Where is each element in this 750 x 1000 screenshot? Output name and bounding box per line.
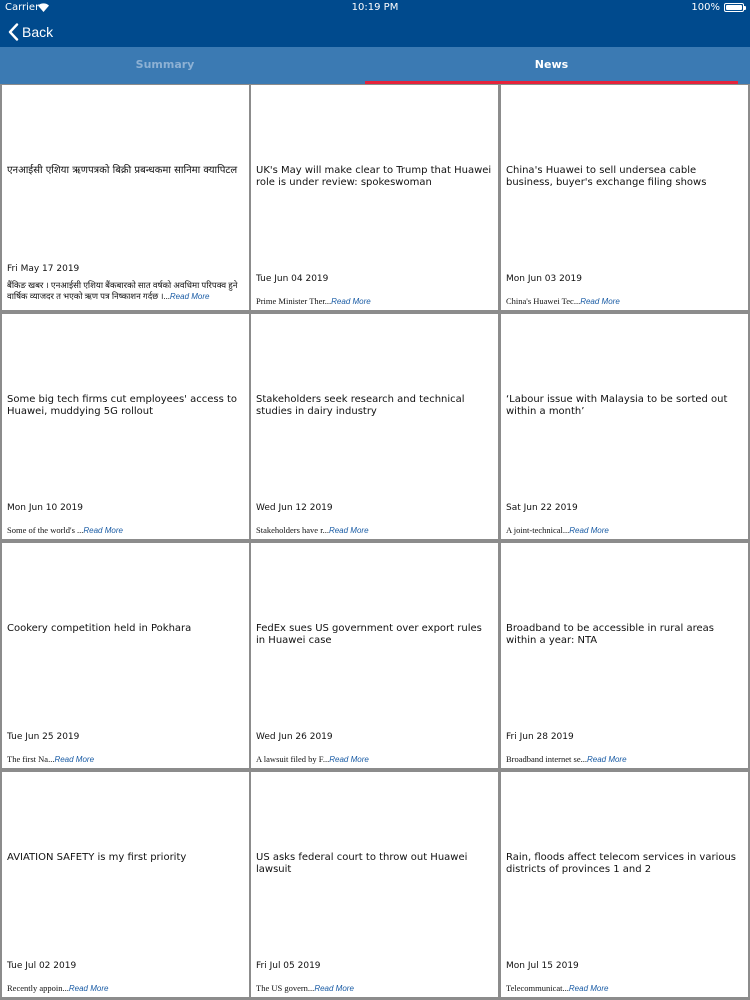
news-card-title: Stakeholders seek research and technical studies in dairy industry bbox=[256, 394, 465, 417]
news-card-title: Rain, floods affect telecom services in various districts of provinces 1 and 2 bbox=[506, 852, 737, 875]
news-card-excerpt bbox=[7, 754, 243, 765]
news-card-excerpt-text: Prime Minister Ther... bbox=[256, 296, 332, 306]
news-card-title: FedEx sues US government over export rules in Huawei case bbox=[256, 623, 482, 646]
read-more-link[interactable]: Read More bbox=[314, 984, 354, 993]
news-card-excerpt bbox=[506, 754, 742, 765]
news-card[interactable] bbox=[2, 543, 249, 768]
read-more-link[interactable]: Read More bbox=[568, 984, 609, 993]
carrier-label: Carrier bbox=[5, 2, 40, 13]
tab-news[interactable]: News bbox=[534, 58, 569, 71]
news-card-date: Fri Jul 05 2019 bbox=[256, 961, 321, 971]
read-more-link[interactable]: Read More bbox=[586, 755, 627, 764]
news-card-date: Tue Jun 04 2019 bbox=[256, 274, 329, 284]
news-card-title: एनआईसी एशिया ऋणपत्रको बिक्री प्रबन्धकमा सानिमा क्यापिटल bbox=[7, 165, 238, 176]
news-card-date: Tue Jun 25 2019 bbox=[7, 732, 80, 742]
news-card-excerpt bbox=[506, 296, 742, 307]
news-card-excerpt bbox=[7, 280, 243, 302]
news-card-excerpt-text: A joint-technical... bbox=[506, 525, 570, 535]
news-card-title: UK's May will make clear to Trump that Huawei role is under review: spokeswoman bbox=[256, 165, 492, 188]
news-card-date: Wed Jun 26 2019 bbox=[256, 732, 333, 742]
news-card-excerpt-text: A lawsuit filed by F... bbox=[256, 754, 330, 764]
news-card[interactable] bbox=[2, 772, 249, 997]
news-card-date: Sat Jun 22 2019 bbox=[506, 503, 578, 513]
news-card-excerpt bbox=[256, 525, 492, 536]
news-card[interactable] bbox=[2, 314, 249, 539]
battery-percentage: 100% bbox=[691, 2, 720, 13]
news-card[interactable] bbox=[2, 85, 249, 310]
news-card-excerpt-text: Some of the world's ... bbox=[7, 525, 84, 535]
news-card-date: Fri Jun 28 2019 bbox=[506, 732, 574, 742]
news-card[interactable] bbox=[501, 772, 748, 997]
news-card-excerpt-text: Broadband internet se... bbox=[506, 754, 587, 764]
tab-bar bbox=[0, 47, 750, 84]
back-label: Back bbox=[22, 24, 54, 40]
navigation-bar bbox=[0, 16, 750, 47]
chevron-left-icon bbox=[8, 23, 19, 41]
news-card-title: Some big tech firms cut employees' access to Huawei, muddying 5G rollout bbox=[7, 394, 237, 417]
news-card-excerpt bbox=[256, 983, 492, 994]
news-card-date: Mon Jun 10 2019 bbox=[7, 503, 83, 513]
news-card[interactable] bbox=[501, 85, 748, 310]
news-card-date: Mon Jul 15 2019 bbox=[506, 961, 579, 971]
news-card-title: US asks federal court to throw out Huawei lawsuit bbox=[256, 852, 468, 875]
news-card-excerpt bbox=[256, 754, 492, 765]
news-card-excerpt-text: The first Na... bbox=[7, 754, 55, 764]
read-more-link[interactable]: Read More bbox=[331, 297, 371, 306]
news-card-title: Broadband to be accessible in rural areas within a year: NTA bbox=[506, 623, 714, 646]
news-card-excerpt-text: Telecommunicat... bbox=[506, 983, 569, 993]
news-card-excerpt-text: China's Huawei Tec... bbox=[506, 296, 581, 306]
news-card[interactable] bbox=[251, 85, 498, 310]
news-card-title: AVIATION SAFETY is my first priority bbox=[7, 852, 187, 863]
news-card[interactable] bbox=[251, 772, 498, 997]
back-button[interactable] bbox=[8, 21, 53, 43]
news-card[interactable] bbox=[501, 543, 748, 768]
news-card-title: China's Huawei to sell undersea cable business, buyer's exchange filing shows bbox=[506, 165, 707, 188]
news-card-excerpt-text: Recently appoin... bbox=[7, 983, 69, 993]
news-card-excerpt bbox=[256, 296, 492, 307]
battery-icon bbox=[724, 3, 744, 12]
news-card-excerpt-text: बैंकिङ खबर । एनआईसी एशिया बैंकबारको सात वर्षको अवधिमा परिपक्व हुने वार्षिक व्याजदर त भएको ऋण पत्र निष्काशन गर्दछ ।... bbox=[7, 280, 238, 301]
read-more-link[interactable]: Read More bbox=[68, 984, 109, 993]
news-card-excerpt-text: Stakeholders have r... bbox=[256, 525, 329, 535]
news-card-excerpt bbox=[506, 525, 742, 536]
news-card-excerpt bbox=[506, 983, 742, 994]
news-card[interactable] bbox=[251, 543, 498, 768]
news-card-excerpt bbox=[7, 525, 243, 536]
read-more-link[interactable]: Read More bbox=[54, 755, 95, 764]
news-card-excerpt bbox=[7, 983, 243, 994]
news-card[interactable] bbox=[251, 314, 498, 539]
read-more-link[interactable]: Read More bbox=[169, 292, 210, 301]
news-grid bbox=[0, 84, 750, 1000]
read-more-link[interactable]: Read More bbox=[83, 526, 123, 535]
read-more-link[interactable]: Read More bbox=[328, 526, 369, 535]
news-card-date: Mon Jun 03 2019 bbox=[506, 274, 582, 284]
news-card[interactable] bbox=[501, 314, 748, 539]
clock: 10:19 PM bbox=[351, 2, 399, 13]
tab-summary[interactable]: Summary bbox=[135, 58, 195, 71]
news-card-date: Fri May 17 2019 bbox=[7, 264, 80, 274]
news-card-date: Wed Jun 12 2019 bbox=[256, 503, 333, 513]
read-more-link[interactable]: Read More bbox=[329, 755, 369, 764]
news-card-title: ‘Labour issue with Malaysia to be sorted out within a month’ bbox=[506, 394, 728, 417]
news-card-title: Cookery competition held in Pokhara bbox=[7, 623, 192, 634]
status-bar bbox=[0, 0, 750, 16]
read-more-link[interactable]: Read More bbox=[569, 526, 609, 535]
news-card-date: Tue Jul 02 2019 bbox=[7, 961, 77, 971]
read-more-link[interactable]: Read More bbox=[580, 297, 620, 306]
news-card-excerpt-text: The US govern... bbox=[256, 983, 315, 993]
